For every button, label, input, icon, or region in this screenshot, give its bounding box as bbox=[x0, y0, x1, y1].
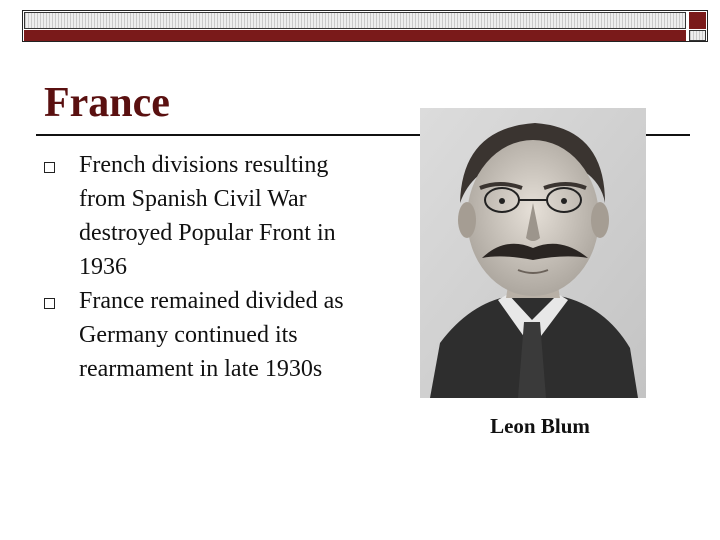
square-bullet-icon bbox=[44, 162, 55, 173]
slide-title: France bbox=[44, 80, 170, 126]
banner-corner-square-hatch bbox=[689, 30, 706, 41]
banner-red-bar bbox=[24, 30, 686, 41]
top-banner bbox=[22, 10, 708, 42]
banner-corner-square-red bbox=[689, 12, 706, 29]
bullet-text: French divisions resulting from Spanish Civil War destroyed Popular Front in 1936 bbox=[79, 152, 336, 280]
banner-hatch-bar bbox=[24, 12, 686, 29]
bullet-list bbox=[44, 148, 354, 386]
square-bullet-icon bbox=[44, 298, 55, 309]
portrait-photo bbox=[420, 108, 646, 398]
bullet-item bbox=[44, 284, 354, 386]
bullet-item bbox=[44, 148, 354, 284]
bullet-text: France remained divided as Germany continued its rearmament in late 1930s bbox=[79, 288, 344, 382]
photo-caption: Leon Blum bbox=[490, 414, 590, 438]
